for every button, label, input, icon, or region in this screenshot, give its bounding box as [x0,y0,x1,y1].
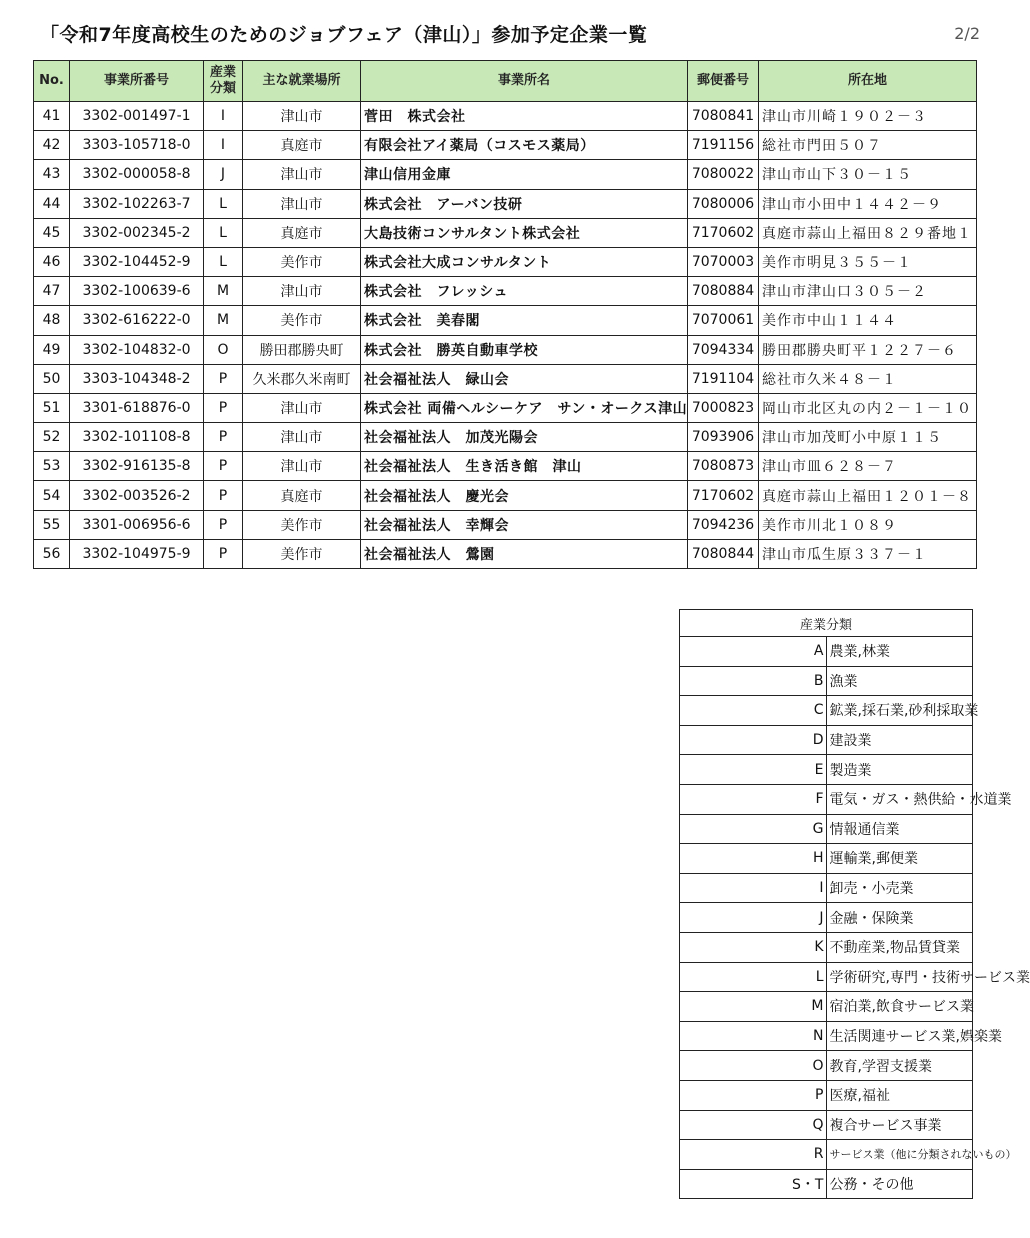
office-id: 3302-616222-0 [70,306,204,335]
company-name: 大島技術コンサルタント株式会社 [361,218,688,247]
row-number: 41 [34,102,70,131]
legend-code: C [680,696,827,726]
company-name: 社会福祉法人 生き活き館 津山 [361,452,688,481]
legend-label: 不動産業,物品賃貸業 [826,932,973,962]
legend-code: I [680,873,827,903]
company-name: 株式会社 フレッシュ [361,277,688,306]
company-name: 社会福祉法人 加茂光陽会 [361,423,688,452]
office-id: 3302-003526-2 [70,481,204,510]
industry-code: P [204,510,243,539]
work-area: 真庭市 [243,481,361,510]
legend-code: N [680,1021,827,1051]
postal-code: 7191104 [688,364,759,393]
work-area: 久米郡久米南町 [243,364,361,393]
legend-row [680,873,973,903]
legend-row [680,1140,973,1170]
address: 津山市津山口３０５－２ [759,277,977,306]
company-name: 有限会社アイ薬局（コスモス薬局） [361,131,688,160]
legend-code: J [680,903,827,933]
row-number: 50 [34,364,70,393]
address: 美作市川北１０８９ [759,510,977,539]
company-name: 社会福祉法人 鶯園 [361,539,688,568]
industry-legend [679,609,1030,1199]
postal-code: 7094236 [688,510,759,539]
legend-row [680,1169,973,1199]
company-name: 社会福祉法人 幸輝会 [361,510,688,539]
address: 真庭市蒜山上福田１２０１－８ [759,481,977,510]
header-office-id: 事業所番号 [70,61,204,102]
postal-code: 7070061 [688,306,759,335]
work-area: 美作市 [243,306,361,335]
postal-code: 7093906 [688,423,759,452]
row-number: 44 [34,189,70,218]
legend-code: P [680,1080,827,1110]
address: 勝田郡勝央町平１２２７－６ [759,335,977,364]
legend-label: 卸売・小売業 [826,873,973,903]
postal-code: 7080841 [688,102,759,131]
table-row [34,510,977,539]
address: 津山市加茂町小中原１１５ [759,423,977,452]
legend-row [680,1051,973,1081]
postal-code: 7080844 [688,539,759,568]
row-number: 56 [34,539,70,568]
row-number: 54 [34,481,70,510]
company-name: 株式会社 美春閣 [361,306,688,335]
table-row [34,364,977,393]
legend-row [680,932,973,962]
work-area: 津山市 [243,160,361,189]
legend-code: R [680,1140,827,1170]
industry-code: O [204,335,243,364]
legend-label: 情報通信業 [826,814,973,844]
table-row [34,247,977,276]
legend-label: 製造業 [826,755,973,785]
header-industry: 産業分類 [204,61,243,102]
row-number: 47 [34,277,70,306]
table-row [34,131,977,160]
legend-label: 医療,福祉 [826,1080,973,1110]
header-name: 事業所名 [361,61,688,102]
work-area: 津山市 [243,423,361,452]
header-postal: 郵便番号 [688,61,759,102]
postal-code: 7070003 [688,247,759,276]
address: 美作市中山１１４４ [759,306,977,335]
work-area: 美作市 [243,247,361,276]
legend-code: D [680,725,827,755]
office-id: 3301-006956-6 [70,510,204,539]
office-id: 3302-001497-1 [70,102,204,131]
company-table [33,60,977,569]
office-id: 3302-101108-8 [70,423,204,452]
header-no: No. [34,61,70,102]
legend-title: 産業分類 [680,610,973,637]
industry-code: M [204,277,243,306]
legend-row [680,844,973,874]
row-number: 52 [34,423,70,452]
company-name: 社会福祉法人 緑山会 [361,364,688,393]
row-number: 55 [34,510,70,539]
work-area: 真庭市 [243,131,361,160]
postal-code: 7080022 [688,160,759,189]
legend-row [680,1110,973,1140]
legend-label: 農業,林業 [826,637,973,667]
table-row [34,306,977,335]
address: 総社市久米４８－１ [759,364,977,393]
row-number: 42 [34,131,70,160]
page-title: 「令和7年度高校生のためのジョブフェア（津山）」参加予定企業一覧 [40,24,648,46]
company-name: 株式会社大成コンサルタント [361,247,688,276]
industry-code: P [204,423,243,452]
legend-row [680,1021,973,1051]
table-row [34,160,977,189]
legend-label: 鉱業,採石業,砂利採取業 [826,696,973,726]
postal-code: 7094334 [688,335,759,364]
work-area: 津山市 [243,452,361,481]
address: 津山市小田中１４４２－９ [759,189,977,218]
work-area: 津山市 [243,393,361,422]
address: 津山市瓜生原３３７－１ [759,539,977,568]
work-area: 真庭市 [243,218,361,247]
legend-row [680,814,973,844]
page-number: 2/2 [954,24,980,43]
industry-code: P [204,481,243,510]
legend-row [680,755,973,785]
address: 津山市皿６２８－７ [759,452,977,481]
industry-code: I [204,131,243,160]
table-row [34,277,977,306]
legend-row [680,903,973,933]
legend-code: H [680,844,827,874]
legend-label: 宿泊業,飲食サービス業 [826,992,973,1022]
table-row [34,335,977,364]
address: 総社市門田５０７ [759,131,977,160]
work-area: 美作市 [243,539,361,568]
work-area: 勝田郡勝央町 [243,335,361,364]
legend-row [680,962,973,992]
work-area: 津山市 [243,277,361,306]
industry-code: L [204,247,243,276]
office-id: 3303-104348-2 [70,364,204,393]
legend-code: Q [680,1110,827,1140]
postal-code: 7080006 [688,189,759,218]
legend-row [680,725,973,755]
industry-code: P [204,539,243,568]
table-header-row [34,61,977,102]
legend-label: 電気・ガス・熱供給・水道業 [826,784,973,814]
industry-code: L [204,218,243,247]
industry-code: L [204,189,243,218]
legend-label: 運輸業,郵便業 [826,844,973,874]
office-id: 3302-102263-7 [70,189,204,218]
header-area: 主な就業場所 [243,61,361,102]
postal-code: 7170602 [688,481,759,510]
table-row [34,102,977,131]
table-row [34,452,977,481]
legend-row [680,637,973,667]
legend-code: S・T [680,1169,827,1199]
industry-code: I [204,102,243,131]
office-id: 3303-105718-0 [70,131,204,160]
company-name: 株式会社 勝英自動車学校 [361,335,688,364]
office-id: 3302-000058-8 [70,160,204,189]
office-id: 3302-916135-8 [70,452,204,481]
table-row [34,218,977,247]
legend-code: L [680,962,827,992]
industry-code: P [204,393,243,422]
legend-code: A [680,637,827,667]
legend-row [680,992,973,1022]
legend-row [680,666,973,696]
row-number: 53 [34,452,70,481]
legend-body [680,637,1030,1199]
address: 真庭市蒜山上福田８２９番地１ [759,218,977,247]
company-name: 津山信用金庫 [361,160,688,189]
legend-label: 金融・保険業 [826,903,973,933]
row-number: 46 [34,247,70,276]
address: 津山市川崎１９０２－３ [759,102,977,131]
industry-code: J [204,160,243,189]
office-id: 3302-104832-0 [70,335,204,364]
work-area: 美作市 [243,510,361,539]
office-id: 3302-104452-9 [70,247,204,276]
legend-label: 教育,学習支援業 [826,1051,973,1081]
legend-code: G [680,814,827,844]
postal-code: 7170602 [688,218,759,247]
office-id: 3301-618876-0 [70,393,204,422]
table-row [34,393,977,422]
legend-row [680,696,973,726]
industry-code: P [204,452,243,481]
row-number: 43 [34,160,70,189]
work-area: 津山市 [243,102,361,131]
legend-code: F [680,784,827,814]
address: 岡山市北区丸の内２－１－１０ [759,393,977,422]
table-row [34,481,977,510]
legend-code: K [680,932,827,962]
company-name: 株式会社 アーバン技研 [361,189,688,218]
legend-code: M [680,992,827,1022]
legend-label: 漁業 [826,666,973,696]
postal-code: 7080884 [688,277,759,306]
legend-code: O [680,1051,827,1081]
company-name: 菅田 株式会社 [361,102,688,131]
postal-code: 7191156 [688,131,759,160]
company-name: 社会福祉法人 慶光会 [361,481,688,510]
table-body [34,102,977,569]
address: 津山市山下３０－１５ [759,160,977,189]
legend-label: 複合サービス事業 [826,1110,973,1140]
legend-label: 生活関連サービス業,娯楽業 [826,1021,973,1051]
table-row [34,539,977,568]
legend-code: B [680,666,827,696]
table-row [34,189,977,218]
table-row [34,423,977,452]
office-id: 3302-100639-6 [70,277,204,306]
industry-code: M [204,306,243,335]
office-id: 3302-002345-2 [70,218,204,247]
legend-row [680,784,973,814]
industry-code: P [204,364,243,393]
address: 美作市明見３５５－１ [759,247,977,276]
postal-code: 7080873 [688,452,759,481]
row-number: 49 [34,335,70,364]
row-number: 51 [34,393,70,422]
company-name: 株式会社 両備ヘルシーケア サン・オークス津山 [361,393,688,422]
header-address: 所在地 [759,61,977,102]
legend-label: 学術研究,専門・技術サービス業 [826,962,973,992]
legend-row [680,1080,973,1110]
legend-label: 公務・その他 [826,1169,973,1199]
postal-code: 7000823 [688,393,759,422]
row-number: 45 [34,218,70,247]
work-area: 津山市 [243,189,361,218]
row-number: 48 [34,306,70,335]
legend-label: 建設業 [826,725,973,755]
legend-code: E [680,755,827,785]
office-id: 3302-104975-9 [70,539,204,568]
legend-label: サービス業（他に分類されないもの） [826,1140,973,1170]
